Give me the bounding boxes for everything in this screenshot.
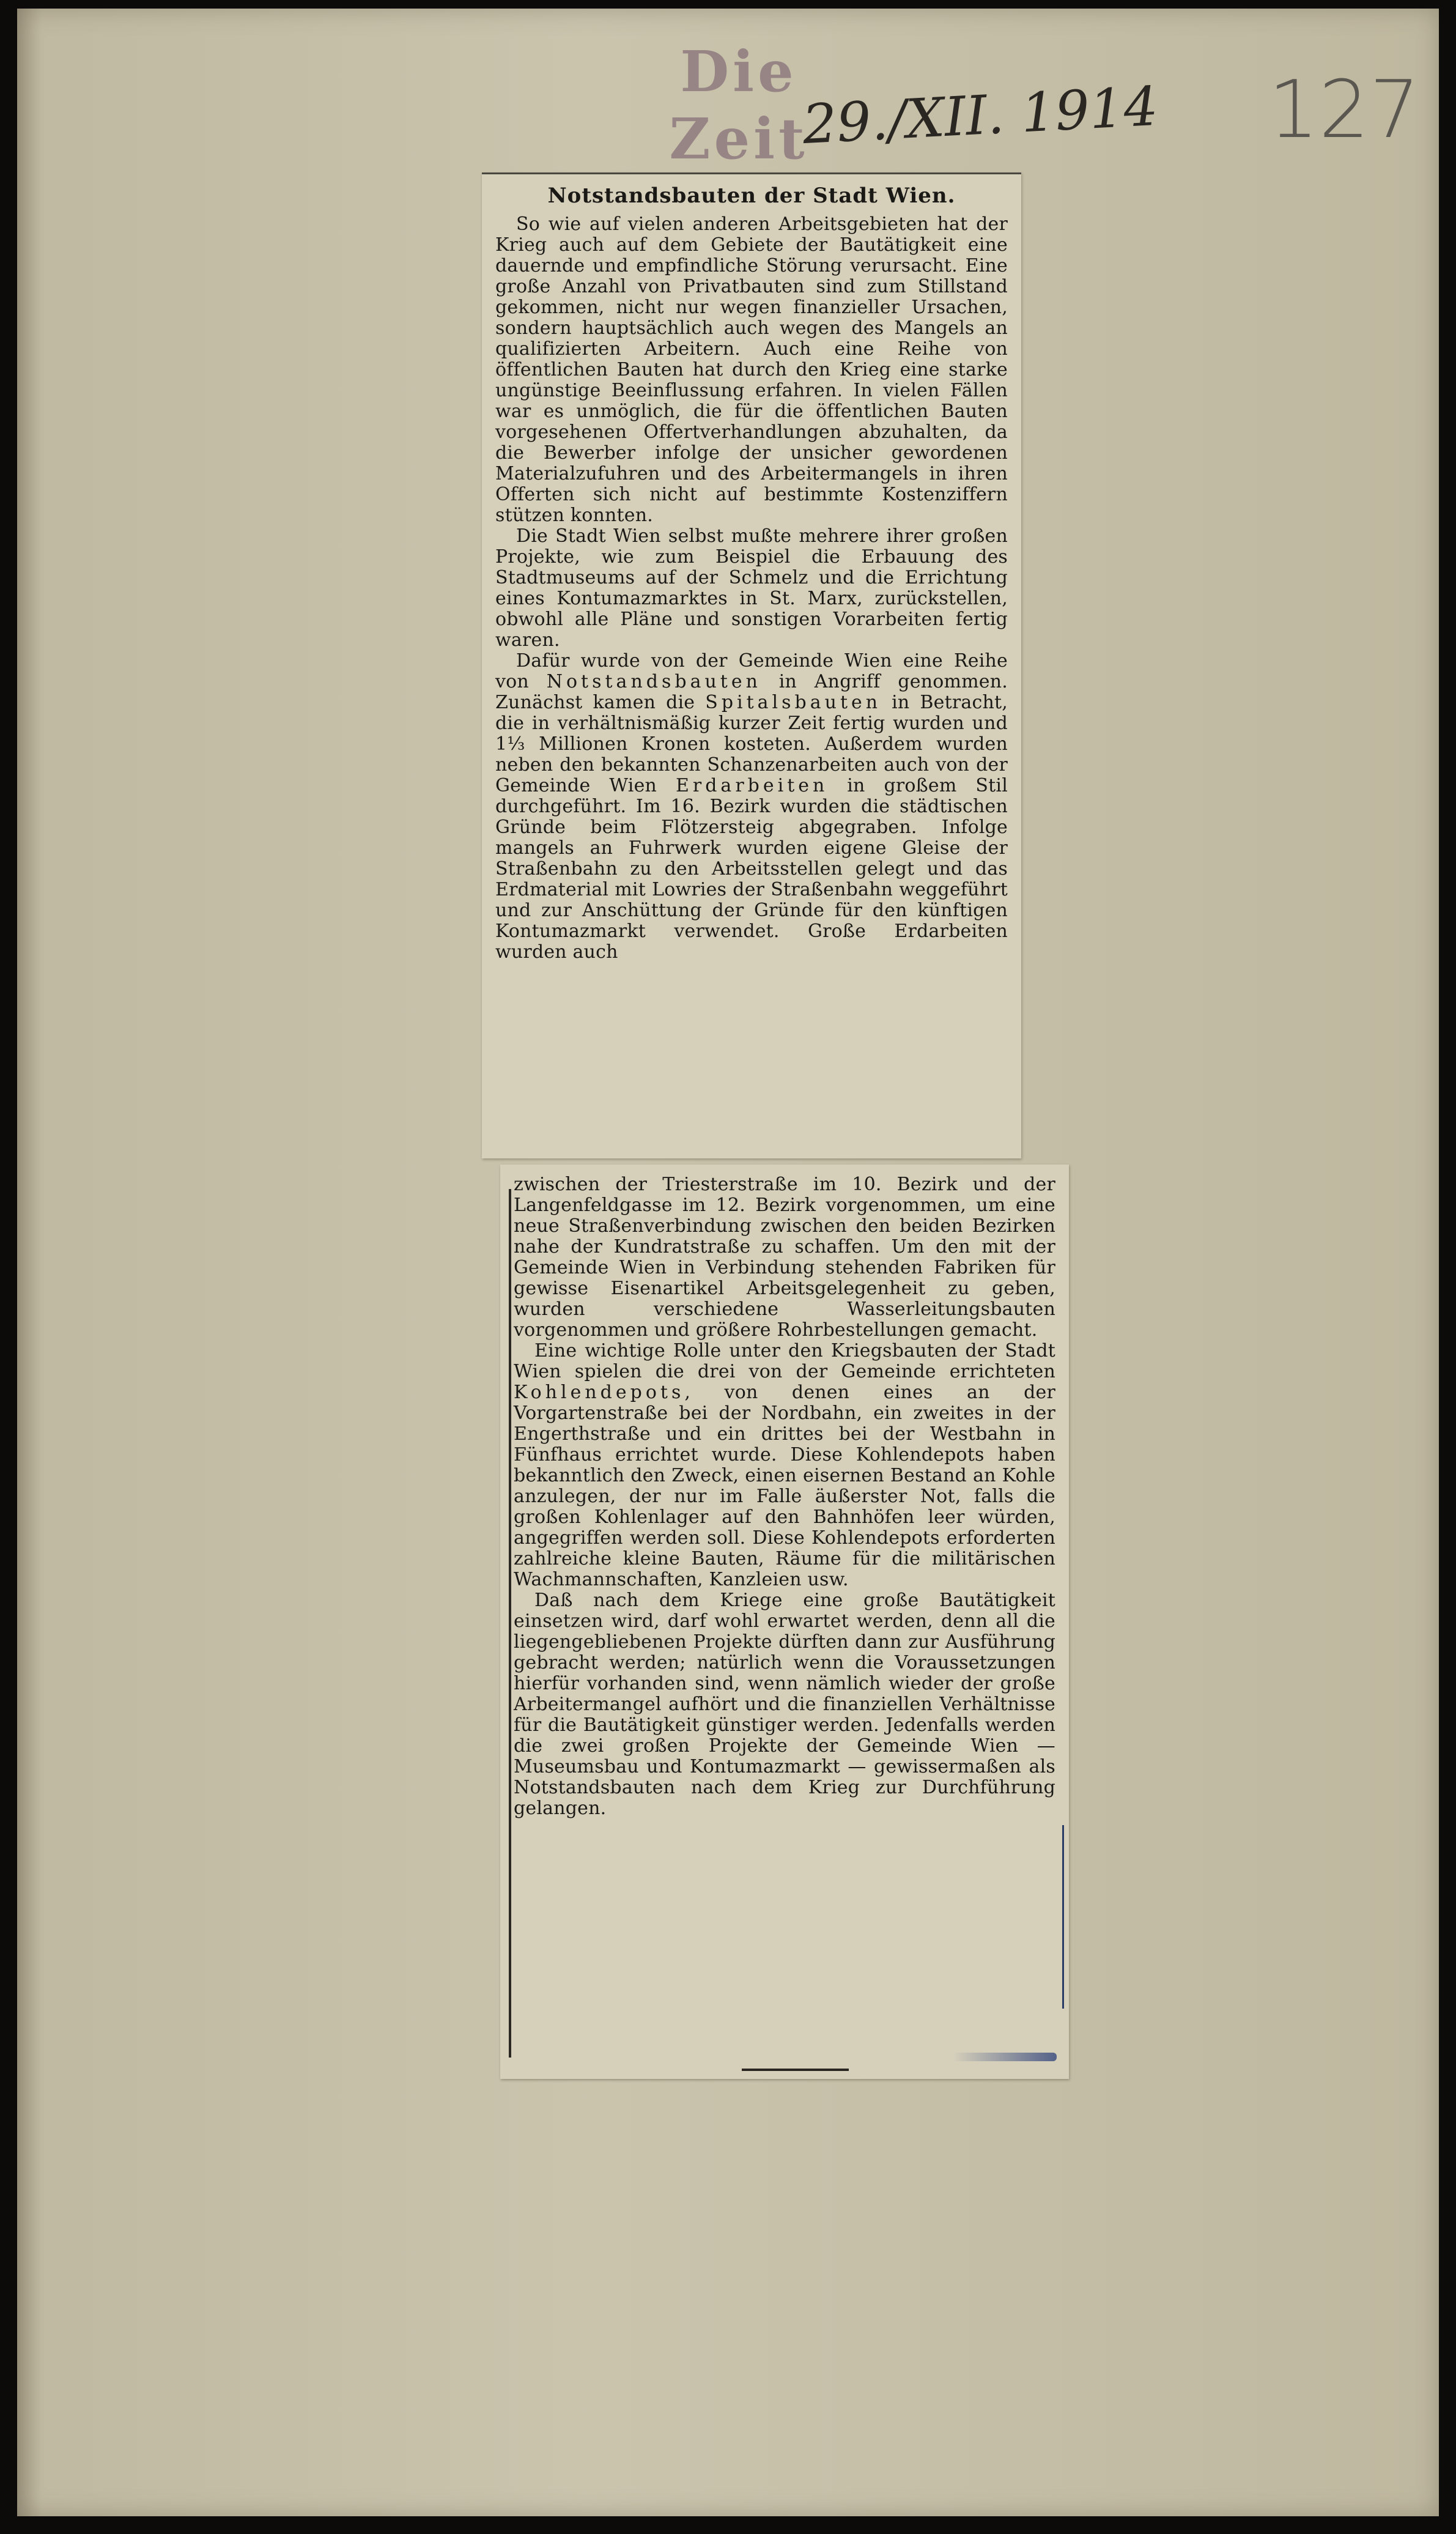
paper-edge-shadow	[17, 9, 42, 2516]
article-paragraph-3	[495, 651, 1008, 963]
article-paragraph-3-continued: zwischen der Triesterstraße im 10. Bezirk und der Langenfeldgasse im 12. Bezirk vorgenommen, um eine neue Straßenverbindung zwischen den beiden Bezirken nahe der Kundratstraße zu schaffen. Um den mit der Gemeinde Wien in Verbindung stehenden Fabriken für gewisse Eisenartikel Arbeitsgelegenheit zu geben, wurden verschiedene Wasserleitungsbauten vorgenommen und größere Rohrbestellungen gemacht.	[514, 1174, 1055, 1341]
end-rule	[742, 2069, 849, 2071]
archive-number: 127	[1268, 63, 1421, 156]
paragraph-text: in Angriff genommen. Zunächst kamen die	[495, 671, 1008, 713]
newspaper-clipping-part-2	[500, 1165, 1069, 2079]
paragraph-text: in Betracht, die in verhältnismäßig kurzer Zeit fertig wurden und 1⅓ Millionen Kronen kosteten. Außerdem wurden neben den bekannten Schanzenarbeiten auch von der Gemeinde Wien	[495, 692, 1008, 796]
top-rule	[482, 172, 1021, 174]
column-rule	[509, 1189, 511, 2058]
ink-mark	[953, 2053, 1057, 2061]
handwritten-date: 29./XII. 1914	[800, 74, 1160, 157]
emphasized-term: Kohlendepots	[514, 1382, 685, 1403]
archive-sheet	[17, 9, 1439, 2516]
newspaper-clipping-part-1	[482, 172, 1021, 1158]
paragraph-text: , von denen eines an der Vorgartenstraße bei der Nordbahn, ein zweites in der Engerthstraße und ein drittes bei der Westbahn in Fünfhaus errichtet wurde. Diese Kohlendepots haben bekanntlich den Zweck, einen eisernen Bestand an Kohle anzulegen, der nur im Falle äußerster Not, falls die großen Kohlenlager auf den Bahnhöfen leer würden, angegriffen werden soll. Diese Kohlendepots erforderten zahlreiche kleine Bauten, Räume für die militärischen Wachmannschaften, Kanzleien usw.	[514, 1382, 1055, 1590]
emphasized-term: Notstandsbauten	[546, 671, 761, 692]
article-paragraph-2: Die Stadt Wien selbst mußte mehrere ihrer großen Projekte, wie zum Beispiel die Erbauung des Stadtmuseums auf der Schmelz und die Errichtung eines Kontumazmarktes in St. Marx, zurückstellen, obwohl alle Pläne und sonstigen Vorarbeiten fertig waren.	[495, 525, 1008, 651]
paragraph-text: Dafür wurde von der Gemeinde Wien eine Reihe von	[495, 650, 1008, 692]
paragraph-text: in großem Stil durchgeführt. Im 16. Bezirk wurden die städtischen Gründe beim Flötzersteig abgegraben. Infolge mangels an Fuhrwerk wurden eigene Gleise der Straßenbahn zu den Arbeitsstellen gelegt und das Erdmaterial mit Lowries der Straßenbahn weggeführt und zur Anschüttung der Gründe für den künftigen Kontumazmarkt verwendet. Große Erdarbeiten wurden auch	[495, 775, 1008, 963]
newspaper-name-stamp: Die Zeit	[669, 39, 808, 172]
article-paragraph-5: Daß nach dem Kriege eine große Bautätigkeit einsetzen wird, darf wohl erwartet werden, denn all die liegengebliebenen Projekte dürften dann zur Ausführung gebracht werden; natürlich wenn die Voraussetzungen hierfür vorhanden sind, wenn nämlich wieder der große Arbeitermangel aufhört und die finanziellen Verhältnisse für die Bautätigkeit günstiger werden. Jedenfalls werden die zwei großen Projekte der Gemeinde Wien — Museumsbau und Kontumazmarkt — gewissermaßen als Notstandsbauten nach dem Krieg zur Durchführung gelangen.	[514, 1590, 1055, 1819]
emphasized-term: Spitalsbauten	[705, 692, 882, 713]
ink-mark	[1062, 1825, 1064, 2009]
emphasized-term: Erdarbeiten	[675, 775, 829, 796]
article-paragraph-1: So wie auf vielen anderen Arbeitsgebieten hat der Krieg auch auf dem Gebiete der Bautätigkeit eine dauernde und empfindliche Störung verursacht. Eine große Anzahl von Privatbauten sind zum Stillstand gekommen, nicht nur wegen finanzieller Ursachen, sondern hauptsächlich auch wegen des Mangels an qualifizierten Arbeitern. Auch eine Reihe von öffentlichen Bauten hat durch den Krieg eine starke ungünstige Beeinflussung erfahren. In vielen Fällen war es unmöglich, die für die öffentlichen Bauten vorgesehenen Offertverhandlungen abzuhalten, da die Bewerber infolge der unsicher gewordenen Materialzufuhren und des Arbeitermangels in ihren Offerten sich nicht auf bestimmte Kostenziffern stützen konnten.	[495, 213, 1008, 526]
article-paragraph-4	[514, 1341, 1055, 1590]
article-title: Notstandsbauten der Stadt Wien.	[547, 183, 956, 208]
paragraph-text: Eine wichtige Rolle unter den Kriegsbauten der Stadt Wien spielen die drei von der Gemeinde errichteten	[514, 1340, 1055, 1382]
